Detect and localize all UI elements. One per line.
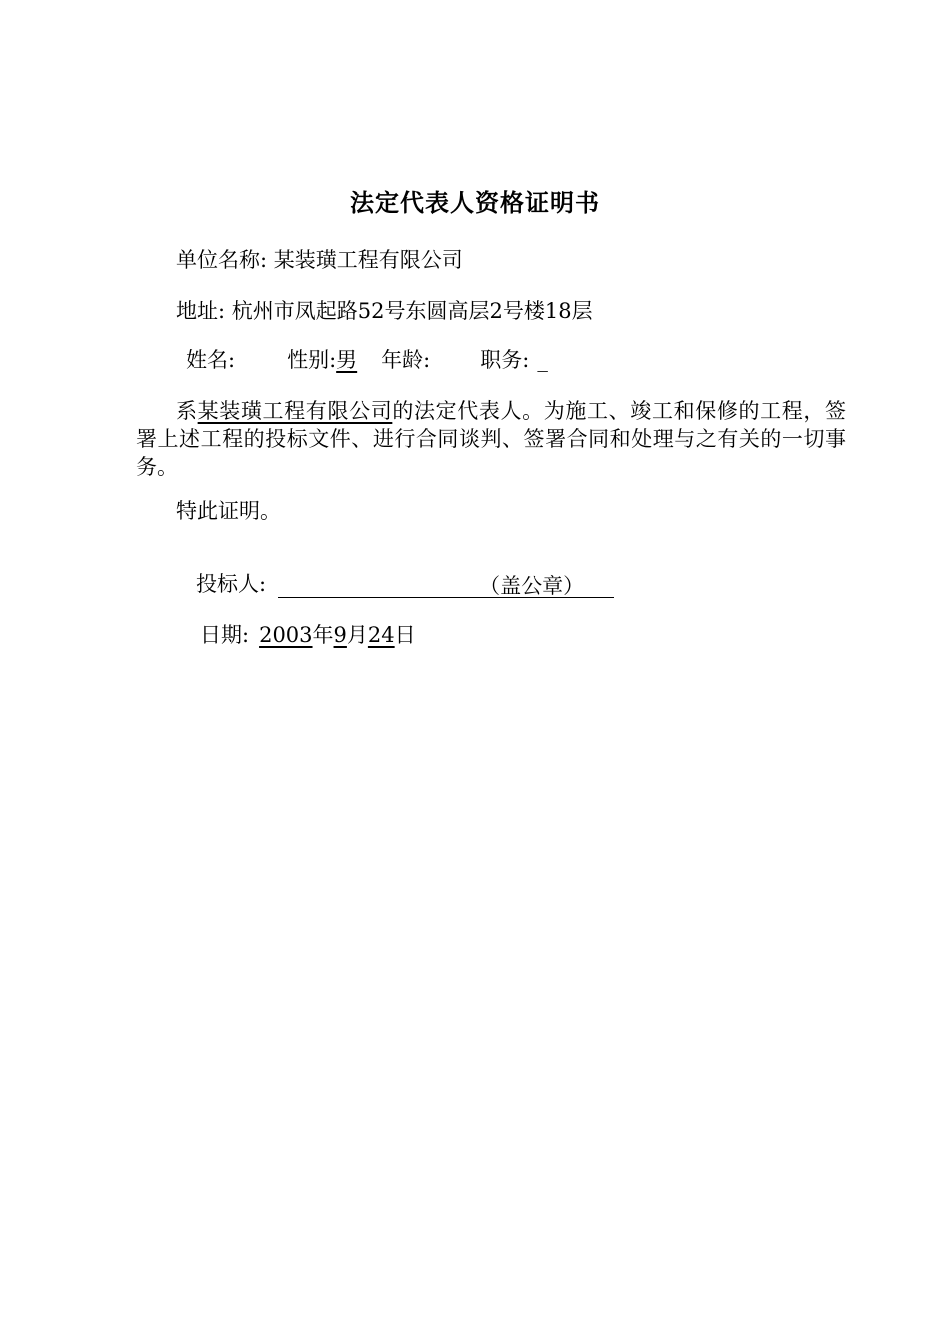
person-line [186, 346, 548, 374]
age-label: 年龄: [381, 348, 431, 372]
gender-label: 性别: [287, 348, 337, 372]
address-line [176, 297, 593, 325]
bidder-line [196, 570, 614, 598]
bidder-signature-field[interactable] [278, 572, 614, 598]
address-label: 地址: [176, 299, 226, 323]
date-day: 24 [367, 623, 395, 647]
date-month-unit: 月 [346, 623, 368, 647]
seal-note: （盖公章） [479, 574, 585, 598]
statement-paragraph [136, 397, 846, 481]
date-day-unit: 日 [394, 623, 416, 647]
statement-company: 某装璜工程有限公司 [197, 399, 393, 423]
company-label: 单位名称: [176, 248, 268, 272]
position-label: 职务: [480, 348, 530, 372]
document-title: 法定代表人资格证明书 [350, 188, 600, 217]
certify-line: 特此证明。 [176, 499, 281, 523]
date-line [200, 621, 416, 649]
company-line [176, 246, 463, 274]
gender-value: 男 [336, 348, 358, 372]
name-label: 姓名: [186, 348, 236, 372]
date-label: 日期: [200, 623, 250, 647]
position-value: _ [537, 348, 548, 372]
statement-prefix: 系 [176, 399, 198, 423]
company-value: 某装璜工程有限公司 [273, 248, 463, 272]
address-value: 杭州市凤起路52号东圆高层2号楼18层 [231, 299, 593, 323]
date-year: 2003 [259, 623, 313, 647]
date-month: 9 [333, 623, 347, 647]
bidder-label: 投标人: [196, 572, 267, 596]
statement-text: 的法定代表人。为施工、竣工和保修的工程，签署上述工程的投标文件、进行合同谈判、签署合同和处理与之有关的一切事务。 [136, 399, 847, 479]
date-year-unit: 年 [312, 623, 334, 647]
